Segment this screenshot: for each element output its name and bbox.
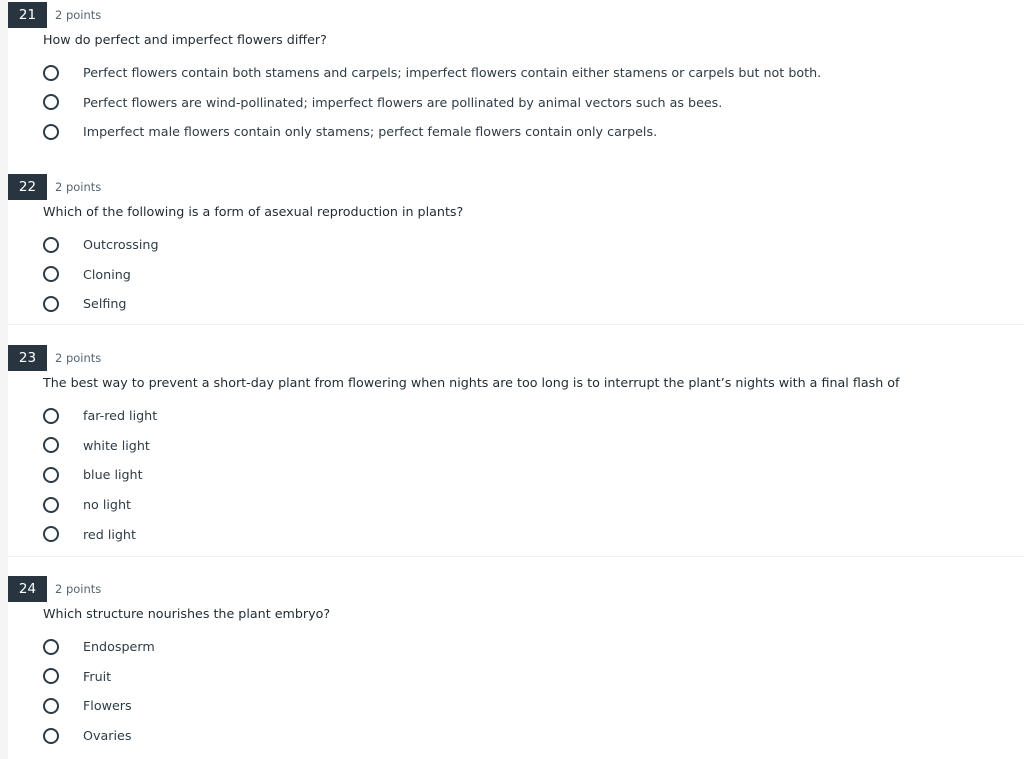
- answer-options: [43, 632, 155, 750]
- question-header: [8, 576, 101, 602]
- radio-button[interactable]: [43, 65, 59, 81]
- answer-label[interactable]: white light: [83, 437, 150, 453]
- question-24: [8, 576, 1024, 759]
- answer-label[interactable]: red light: [83, 526, 136, 542]
- question-21: [8, 2, 1024, 152]
- answer-options: [43, 58, 821, 147]
- radio-button[interactable]: [43, 124, 59, 140]
- answer-option[interactable]: [43, 289, 159, 319]
- answer-option[interactable]: [43, 260, 159, 290]
- radio-button[interactable]: [43, 497, 59, 513]
- question-points: 2 points: [55, 582, 102, 596]
- question-points: 2 points: [55, 180, 102, 194]
- answer-options: [43, 401, 157, 549]
- question-points: 2 points: [55, 8, 102, 22]
- answer-label[interactable]: Fruit: [83, 668, 112, 684]
- question-points: 2 points: [55, 351, 102, 365]
- answer-options: [43, 230, 159, 319]
- answer-option[interactable]: [43, 490, 157, 520]
- answer-option[interactable]: [43, 519, 157, 549]
- answer-label[interactable]: Ovaries: [83, 728, 132, 744]
- radio-button[interactable]: [43, 94, 59, 110]
- answer-option[interactable]: [43, 691, 155, 721]
- question-text: Which of the following is a form of asexual reproduction in plants?: [43, 204, 464, 219]
- answer-label[interactable]: Perfect flowers contain both stamens and carpels; imperfect flowers contain either stamens or carpels but not both.: [83, 65, 822, 81]
- question-text: Which structure nourishes the plant embryo?: [43, 606, 331, 621]
- question-number: 22: [8, 174, 47, 200]
- answer-label[interactable]: Cloning: [83, 266, 131, 282]
- question-text: The best way to prevent a short-day plant from flowering when nights are too long is to interrupt the plant’s nights with a final flash of: [43, 375, 900, 390]
- answer-label[interactable]: far-red light: [83, 408, 158, 424]
- question-22: [8, 174, 1024, 325]
- radio-button[interactable]: [43, 296, 59, 312]
- question-text: How do perfect and imperfect flowers differ?: [43, 32, 327, 47]
- answer-option[interactable]: [43, 460, 157, 490]
- radio-button[interactable]: [43, 437, 59, 453]
- answer-option[interactable]: [43, 632, 155, 662]
- radio-button[interactable]: [43, 408, 59, 424]
- answer-label[interactable]: Endosperm: [83, 639, 155, 655]
- question-number: 21: [8, 2, 47, 28]
- answer-option[interactable]: [43, 401, 157, 431]
- left-rail: [0, 0, 8, 759]
- question-number: 23: [8, 345, 47, 371]
- answer-option[interactable]: [43, 431, 157, 461]
- question-header: [8, 2, 101, 28]
- answer-label[interactable]: no light: [83, 497, 131, 513]
- answer-label[interactable]: Imperfect male flowers contain only stamens; perfect female flowers contain only carpels.: [83, 124, 658, 140]
- radio-button[interactable]: [43, 698, 59, 714]
- answer-option[interactable]: [43, 662, 155, 692]
- radio-button[interactable]: [43, 668, 59, 684]
- radio-button[interactable]: [43, 728, 59, 744]
- answer-label[interactable]: Outcrossing: [83, 237, 159, 253]
- answer-option[interactable]: [43, 117, 821, 147]
- question-23: [8, 345, 1024, 557]
- question-number: 24: [8, 576, 47, 602]
- answer-option[interactable]: [43, 88, 821, 118]
- answer-option[interactable]: [43, 58, 821, 88]
- answer-option[interactable]: [43, 230, 159, 260]
- radio-button[interactable]: [43, 526, 59, 542]
- radio-button[interactable]: [43, 237, 59, 253]
- radio-button[interactable]: [43, 639, 59, 655]
- answer-label[interactable]: blue light: [83, 467, 143, 483]
- question-header: [8, 174, 101, 200]
- answer-option[interactable]: [43, 721, 155, 751]
- answer-label[interactable]: Perfect flowers are wind-pollinated; imperfect flowers are pollinated by animal vectors such as bees.: [83, 94, 723, 110]
- radio-button[interactable]: [43, 266, 59, 282]
- answer-label[interactable]: Flowers: [83, 698, 132, 714]
- answer-label[interactable]: Selfing: [83, 296, 127, 312]
- radio-button[interactable]: [43, 467, 59, 483]
- question-header: [8, 345, 101, 371]
